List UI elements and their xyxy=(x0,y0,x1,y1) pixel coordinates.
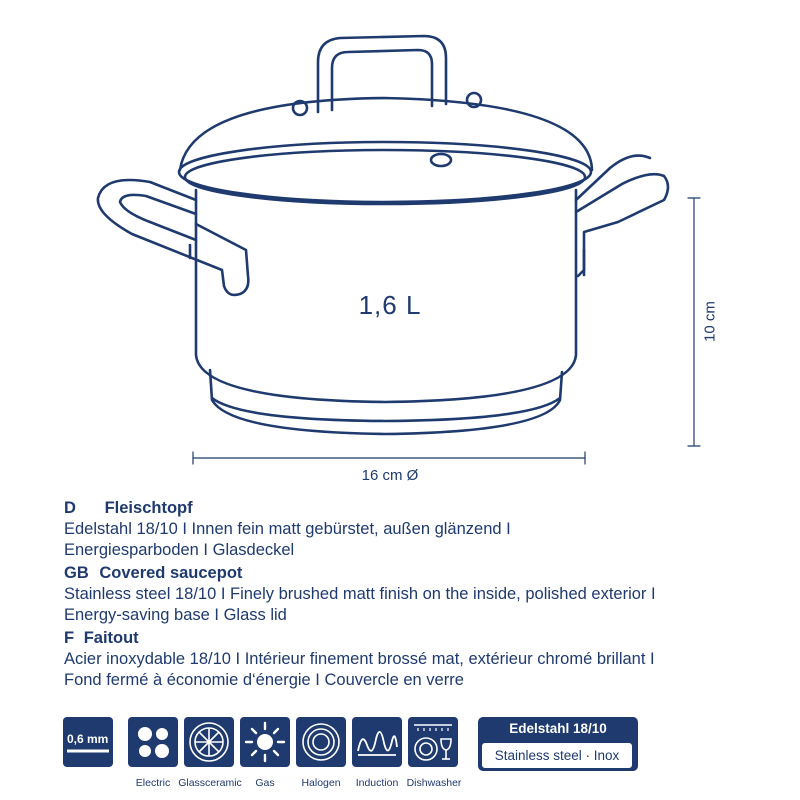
gas-hob-icon xyxy=(240,717,290,767)
right-handle xyxy=(576,174,668,276)
induction-hob-icon xyxy=(352,717,402,767)
description-line2-de: Energiesparboden I Glasdeckel xyxy=(64,541,295,559)
material-badge xyxy=(478,717,638,771)
induction-label: Induction xyxy=(355,777,399,789)
description-line2-fr: Fond fermé à économie d‘énergie I Couvercle en verre xyxy=(64,671,464,689)
description-title-de: Fleischtopf xyxy=(104,499,193,517)
language-code-de: D xyxy=(64,499,76,517)
glassceramic-hob-icon xyxy=(184,717,234,767)
description-line1-gb: Stainless steel 18/10 I Finely brushed matt finish on the inside, polished exterior I xyxy=(64,585,656,603)
description-line2-gb: Energy-saving base I Glass lid xyxy=(64,606,287,624)
lid-rim-inner xyxy=(185,150,585,204)
dishwasher-label: Dishwasher xyxy=(406,777,462,789)
description-gb xyxy=(64,563,784,626)
electric-hob-icon xyxy=(128,717,178,767)
language-code-gb: GB xyxy=(64,564,89,582)
description-line1-fr: Acier inoxydable 18/10 I Intérieur finement brossé mat, extérieur chromé brillant I xyxy=(64,650,655,668)
capacity-label: 1,6 L xyxy=(358,290,422,320)
height-label: 10 cm xyxy=(701,301,719,342)
thickness-icon xyxy=(63,717,113,767)
description-de xyxy=(64,498,784,561)
description-line1-de: Edelstahl 18/10 I Innen fein matt gebürstet, außen glänzend I xyxy=(64,520,511,538)
glassceramic-label: Glassceramic xyxy=(178,777,242,789)
lid-handle-inner xyxy=(332,50,432,110)
left-handle xyxy=(98,180,248,295)
halogen-label: Halogen xyxy=(301,777,341,789)
material-subtitle: Stainless steel · Inox xyxy=(482,743,632,768)
halogen-hob-icon xyxy=(296,717,346,767)
language-code-fr: F xyxy=(64,629,75,647)
product-descriptions xyxy=(64,498,784,693)
gas-label: Gas xyxy=(255,777,275,789)
description-fr xyxy=(64,628,784,691)
thickness-value: 0,6 mm xyxy=(67,732,109,746)
diameter-label: 16 cm Ø xyxy=(361,467,419,484)
description-title-fr: Faitout xyxy=(83,629,139,647)
description-title-gb: Covered saucepot xyxy=(99,564,243,582)
dishwasher-icon xyxy=(408,717,458,767)
material-title: Edelstahl 18/10 xyxy=(509,721,607,736)
lid-vent xyxy=(431,154,451,166)
electric-label: Electric xyxy=(135,777,171,789)
